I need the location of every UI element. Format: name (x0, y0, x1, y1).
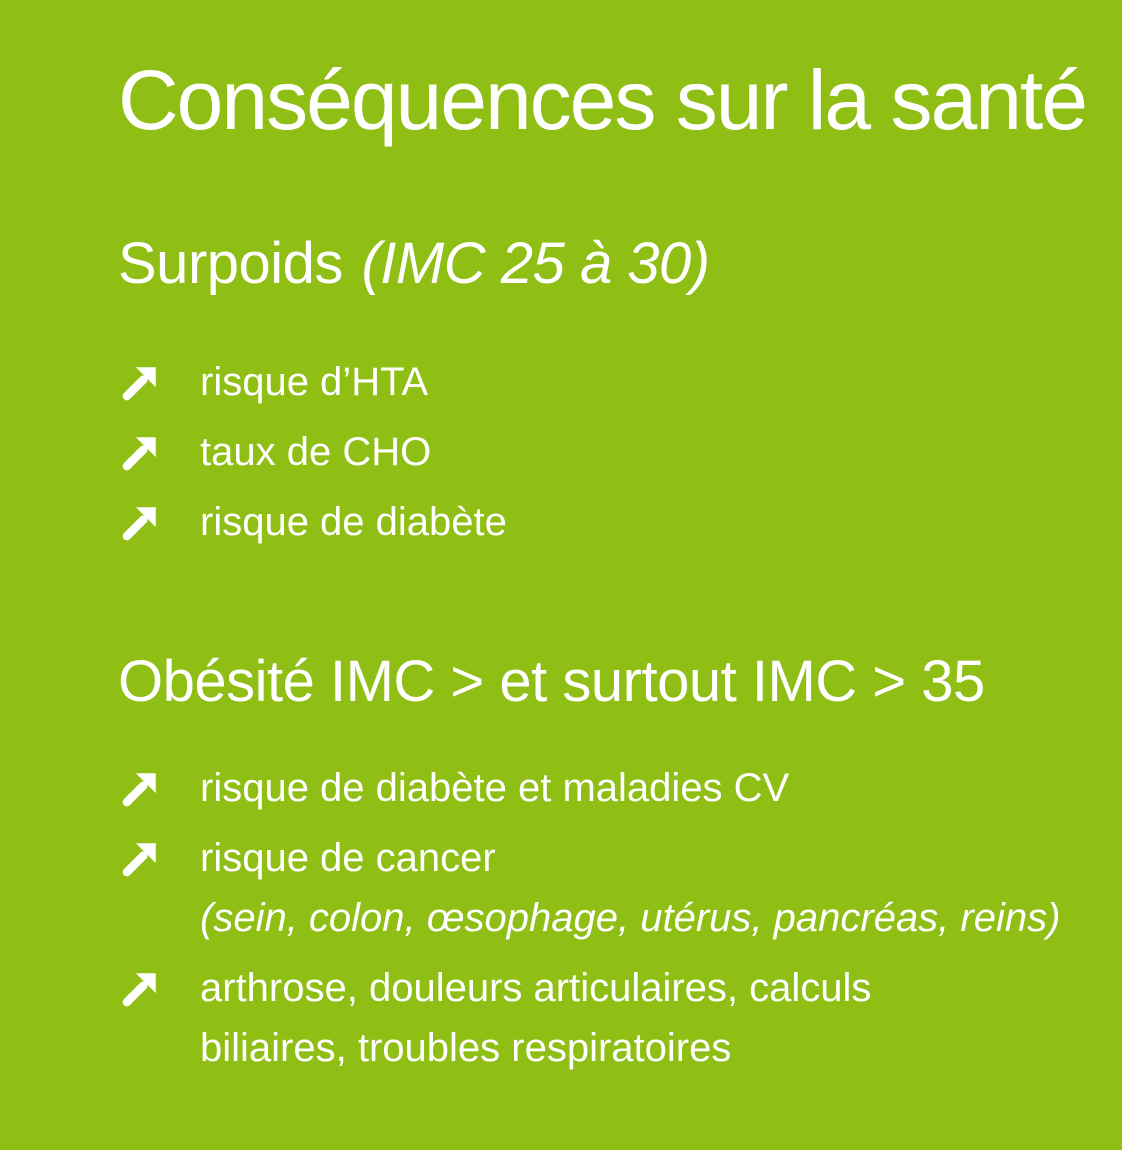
arrow-up-right-icon (118, 429, 164, 475)
bullet-list-obesite (118, 758, 1060, 1078)
list-item-text: taux de CHO (200, 430, 432, 474)
section-heading-text: Obésité IMC > et surtout IMC > 35 (118, 649, 985, 714)
section-heading-text: Surpoids (118, 231, 343, 296)
list-item (118, 958, 1060, 1078)
arrow-up-right-icon (118, 765, 164, 811)
list-item-text: risque de diabète (200, 500, 507, 544)
list-item-text: risque d’HTA (200, 360, 429, 404)
arrow-up-right-icon (118, 499, 164, 545)
section-heading-surpoids (118, 228, 710, 301)
arrow-up-right-icon (118, 359, 164, 405)
bullet-list-surpoids (118, 352, 507, 552)
list-item-text: arthrose, douleurs articulaires, calculs biliaires, troubles respiratoires (200, 966, 872, 1070)
list-item (118, 492, 507, 552)
list-item (118, 352, 507, 412)
section-heading-note: (IMC 25 à 30) (361, 231, 710, 296)
section-heading-obesite (118, 646, 985, 719)
list-item (118, 422, 507, 482)
arrow-up-right-icon (118, 965, 164, 1011)
list-item-note: (sein, colon, œsophage, utérus, pancréas, reins) (200, 896, 1061, 940)
arrow-up-right-icon (118, 835, 164, 881)
list-item (118, 828, 1060, 948)
list-item-body (200, 828, 1060, 948)
list-item-text: risque de cancer (200, 836, 496, 880)
page-title: Conséquences sur la santé (118, 53, 1086, 147)
list-item (118, 758, 1060, 818)
list-item-text: risque de diabète et maladies CV (200, 766, 790, 810)
